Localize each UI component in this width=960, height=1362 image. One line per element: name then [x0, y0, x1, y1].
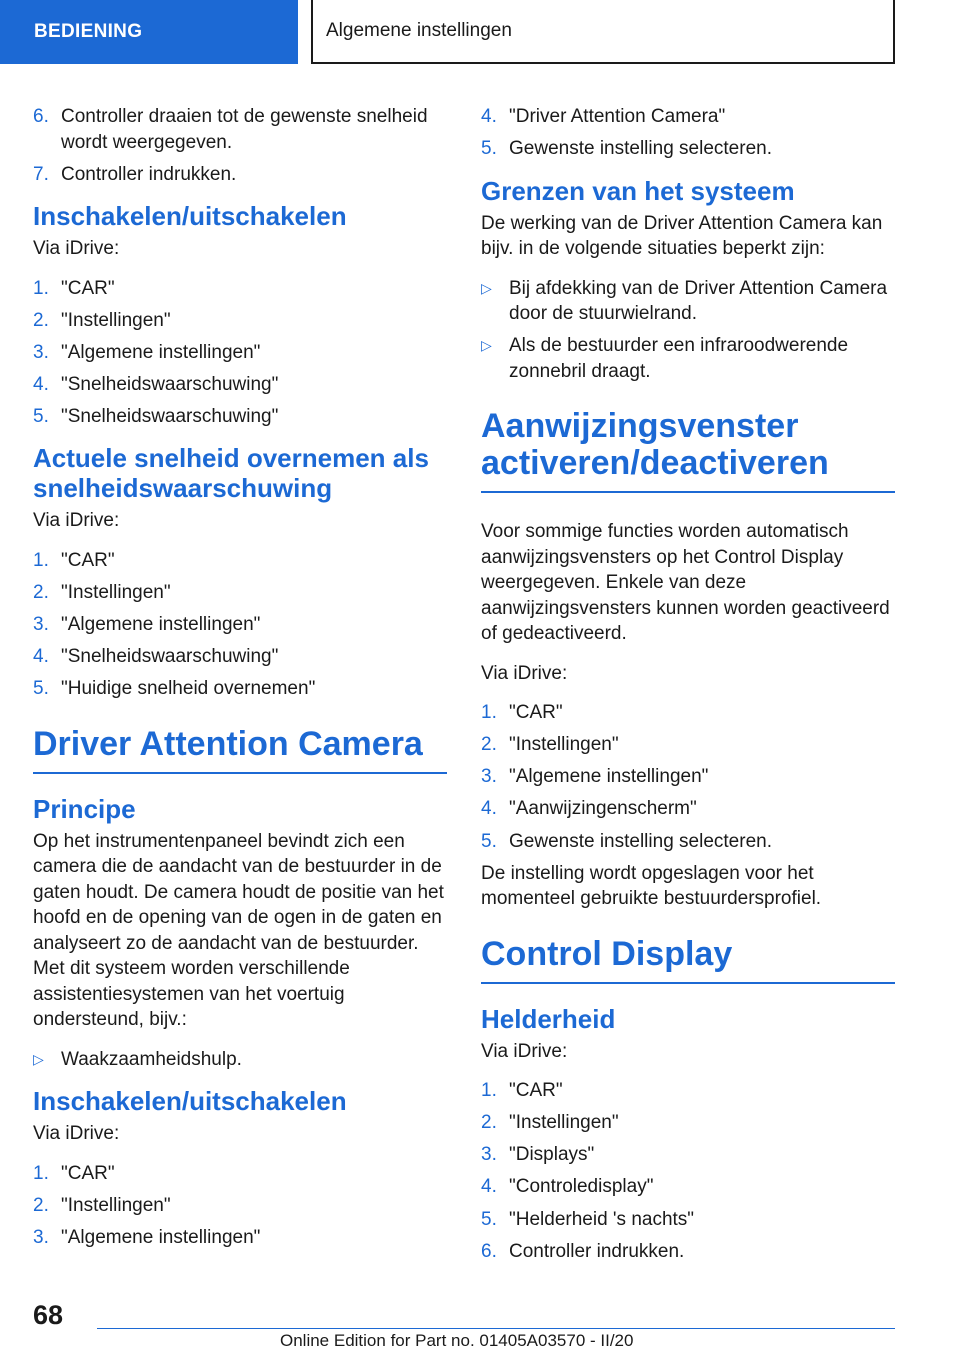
triangle-bullet-icon: ▷ [481, 279, 492, 296]
step-text: Gewenste instelling selecteren. [509, 830, 772, 852]
step-number: 3. [481, 766, 497, 788]
step-text: "Aanwijzingenscherm" [509, 798, 697, 820]
hint-text: Voor sommige functies worden automatisch aanwijzingsvensters op het Control Display weergegeven. Enkele van deze aanwijzingsvensters kunnen worden geactiveerd of gedeactiveerd. [481, 521, 890, 645]
heading-limits: Grenzen van het systeem [481, 175, 795, 206]
footer-edition: Online Edition for Part no. 01405A03570 - II/20 [280, 1331, 634, 1350]
heading-hint-window: Aanwijzingsvenster activeren/deactiveren [481, 408, 895, 493]
limits-text: De werking van de Driver Attention Camera kan bijv. in de volgende situaties beperkt zijn: [481, 212, 883, 260]
heading-onoff: Inschakelen/uitschakelen [33, 201, 347, 232]
step-number: 6. [33, 106, 49, 127]
step-text: "Snelheidswaarschuwing" [61, 373, 279, 395]
step-text: "CAR" [509, 1080, 563, 1102]
list-item [33, 276, 447, 302]
step-number: 5. [33, 405, 49, 427]
section-tab [0, 0, 298, 64]
list-item [33, 104, 447, 155]
list-item [481, 136, 895, 162]
step-text: "CAR" [509, 702, 563, 724]
list-item [481, 796, 895, 822]
step-number: 1. [481, 702, 497, 724]
list-item [481, 104, 895, 130]
list-item [481, 1207, 895, 1233]
step-number: 4. [481, 798, 497, 820]
step-number: 5. [33, 678, 49, 700]
step-text: "Algemene instellingen" [509, 766, 709, 788]
section-title: BEDIENING [34, 21, 143, 42]
step-number: 2. [481, 1112, 497, 1134]
step-text: "Instellingen" [61, 309, 171, 331]
list-item [481, 732, 895, 758]
step-text: "Driver Attention Camera" [509, 106, 726, 127]
step-number: 5. [481, 830, 497, 852]
step-number: 3. [33, 614, 49, 636]
step-text: "Instellingen" [509, 734, 619, 756]
step-text: "CAR" [61, 277, 115, 299]
steps-list [481, 700, 895, 854]
list-item [33, 1193, 447, 1219]
step-number: 5. [481, 138, 497, 160]
list-item [481, 1078, 895, 1104]
step-number: 2. [33, 309, 49, 331]
list-item [33, 676, 447, 702]
bullet-text: Bij afdekking van de Driver Attention Camera door de stuurwielrand. [509, 277, 888, 325]
step-text: "Algemene instellingen" [61, 341, 261, 363]
triangle-bullet-icon: ▷ [481, 337, 492, 354]
step-number: 5. [481, 1208, 497, 1230]
list-item [33, 612, 447, 638]
heading-control-display: Control Display [481, 936, 895, 984]
triangle-bullet-icon: ▷ [33, 1050, 44, 1067]
step-number: 4. [33, 373, 49, 395]
right-column [481, 104, 895, 1271]
step-number: 4. [33, 646, 49, 668]
list-item [481, 1239, 895, 1265]
bullet-list [33, 1047, 447, 1073]
step-text: "Snelheidswaarschuwing" [61, 646, 279, 668]
steps-list [33, 1161, 447, 1251]
list-item [481, 829, 895, 855]
step-text: Gewenste instelling selecteren. [509, 138, 772, 160]
via-idrive: Via iDrive: [33, 238, 120, 260]
heading-actual-speed: Actuele snelheid overnemen als snelheidswaarschuwing [33, 443, 429, 504]
list-item [481, 333, 895, 384]
step-text: "CAR" [61, 549, 115, 571]
list-item [33, 644, 447, 670]
list-item [33, 372, 447, 398]
step-text: "CAR" [61, 1162, 115, 1184]
list-item [33, 308, 447, 334]
step-number: 1. [33, 277, 49, 299]
list-item [33, 1047, 447, 1073]
footer-rule [97, 1328, 895, 1329]
step-number: 4. [481, 106, 497, 127]
heading-driver-attention-camera: Driver Attention Camera [33, 726, 447, 774]
step-number: 1. [33, 1162, 49, 1184]
step-text: "Huidige snelheid overnemen" [61, 678, 316, 700]
step-text: "Algemene instellingen" [61, 614, 261, 636]
steps-list [481, 1078, 895, 1264]
list-item [481, 700, 895, 726]
step-text: Controller indrukken. [509, 1240, 685, 1262]
step-text: "Controledisplay" [509, 1176, 654, 1198]
list-item [481, 1110, 895, 1136]
left-column [33, 104, 447, 1257]
step-text: "Helderheid 's nachts" [509, 1208, 695, 1230]
steps-list [33, 276, 447, 430]
list-item [33, 404, 447, 430]
list-item [33, 1161, 447, 1187]
step-number: 3. [481, 1144, 497, 1166]
list-item [33, 340, 447, 366]
chapter-tab [311, 0, 895, 64]
step-number: 1. [33, 549, 49, 571]
steps-list [33, 104, 447, 187]
list-item [33, 162, 447, 188]
step-text: Controller indrukken. [61, 163, 237, 185]
principle-text: Op het instrumentenpaneel bevindt zich een camera die de aandacht van de bestuurder in de gaten houdt. De camera houdt de positie van het hoofd en de opening van de ogen in de gaten en analyseert zo de aandacht van de bestuurder. Met dit systeem worden verschillende assistentiesystemen van het voertuig ondersteund, bijv.: [33, 830, 444, 1031]
step-number: 3. [33, 341, 49, 363]
heading-onoff-2: Inschakelen/uitschakelen [33, 1086, 347, 1117]
heading-brightness: Helderheid [481, 1003, 616, 1034]
list-item [481, 1174, 895, 1200]
step-number: 2. [33, 582, 49, 604]
step-number: 6. [481, 1240, 497, 1262]
step-number: 7. [33, 163, 49, 185]
list-item [33, 1225, 447, 1251]
bullet-list [481, 276, 895, 385]
hint-after-text: De instelling wordt opgeslagen voor het momenteel gebruikte bestuurdersprofiel. [481, 862, 822, 910]
via-idrive: Via iDrive: [481, 662, 568, 684]
step-text: "Snelheidswaarschuwing" [61, 405, 279, 427]
step-text: "Algemene instellingen" [61, 1227, 261, 1249]
via-idrive: Via iDrive: [33, 1123, 120, 1145]
bullet-text: Als de bestuurder een infraroodwerende zonnebril draagt. [509, 335, 849, 382]
steps-list [33, 548, 447, 702]
step-number: 2. [481, 734, 497, 756]
step-number: 3. [33, 1227, 49, 1249]
step-number: 1. [481, 1080, 497, 1102]
step-text: "Instellingen" [509, 1112, 619, 1134]
list-item [481, 276, 895, 327]
list-item [33, 548, 447, 574]
step-number: 2. [33, 1194, 49, 1216]
step-text: Controller draaien tot de gewenste snelheid wordt weergegeven. [61, 106, 428, 153]
chapter-title: Algemene instellingen [326, 20, 512, 41]
list-item [33, 580, 447, 606]
step-text: "Instellingen" [61, 1194, 171, 1216]
bullet-text: Waakzaamheidshulp. [61, 1048, 242, 1070]
page-number: 68 [33, 1300, 64, 1330]
list-item [481, 764, 895, 790]
via-idrive: Via iDrive: [33, 510, 120, 532]
steps-list [481, 104, 895, 162]
via-idrive: Via iDrive: [481, 1040, 568, 1062]
list-item [481, 1142, 895, 1168]
heading-principle: Principe [33, 793, 136, 824]
step-text: "Displays" [509, 1144, 595, 1166]
step-text: "Instellingen" [61, 582, 171, 604]
step-number: 4. [481, 1176, 497, 1198]
